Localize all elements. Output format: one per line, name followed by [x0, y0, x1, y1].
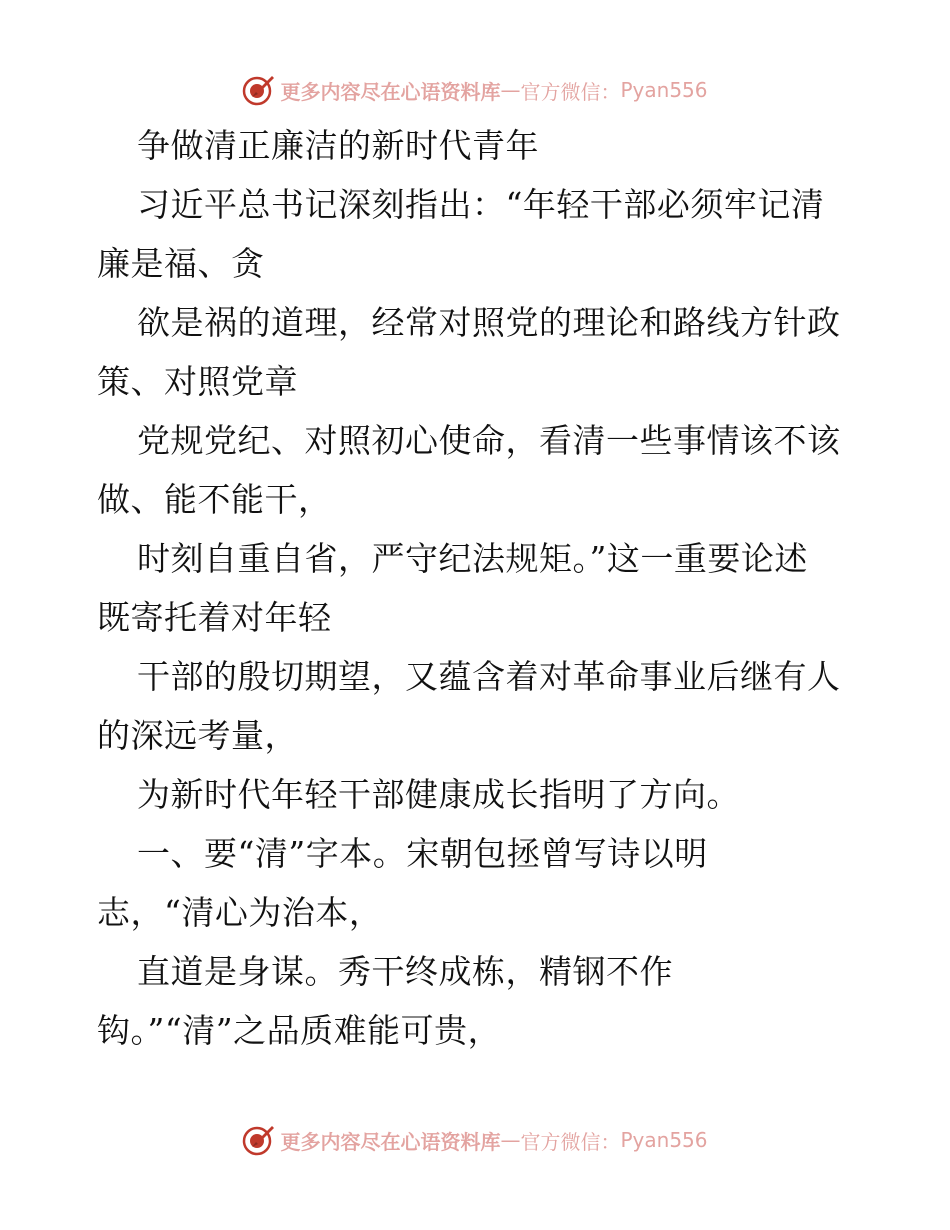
- banner-wechat-label: 官方微信：: [520, 1129, 621, 1154]
- text-line: 廉是福、贪: [97, 244, 265, 283]
- banner-site-text: 更多内容尽在心语资料库: [280, 1129, 501, 1154]
- banner-wechat-id: Pyan556: [620, 1128, 708, 1152]
- footer-banner: [0, 1120, 950, 1160]
- banner-wechat-label: 官方微信：: [520, 79, 621, 104]
- text-line: 欲是祸的道理，经常对照党的理论和路线方针政: [137, 303, 841, 342]
- document-body: [97, 116, 857, 1060]
- text-line: 干部的殷切期望，又蕴含着对革命事业后继有人: [137, 657, 841, 696]
- text-line: 时刻自重自省，严守纪法规矩。”这一重要论述: [137, 539, 808, 578]
- header-banner: [0, 70, 950, 110]
- text-line: 钩。”“清”之品质难能可贵，: [97, 1011, 502, 1050]
- banner-dash: —: [500, 78, 521, 102]
- text-line: 一、要“清”字本。宋朝包拯曾写诗以明: [137, 834, 708, 873]
- banner-site-text: 更多内容尽在心语资料库: [280, 79, 501, 104]
- text-line: 争做清正廉洁的新时代青年: [137, 126, 539, 165]
- text-line: 做、能不能干，: [97, 480, 332, 519]
- text-line: 为新时代年轻干部健康成长指明了方向。: [137, 775, 740, 814]
- banner-dash: —: [500, 1128, 521, 1152]
- text-line: 志，“清心为治本，: [97, 893, 383, 932]
- text-line: 直道是身谋。秀干终成栋，精钢不作: [137, 952, 673, 991]
- text-line: 的深远考量，: [97, 716, 298, 755]
- text-line: 策、对照党章: [97, 362, 298, 401]
- text-line: 党规党纪、对照初心使命，看清一些事情该不该: [137, 421, 841, 460]
- banner-wechat-id: Pyan556: [620, 78, 708, 102]
- text-line: 既寄托着对年轻: [97, 598, 332, 637]
- pen-nib-logo-icon: [242, 1123, 276, 1157]
- text-line: 习近平总书记深刻指出：“年轻干部必须牢记清: [137, 185, 825, 224]
- pen-nib-logo-icon: [242, 73, 276, 107]
